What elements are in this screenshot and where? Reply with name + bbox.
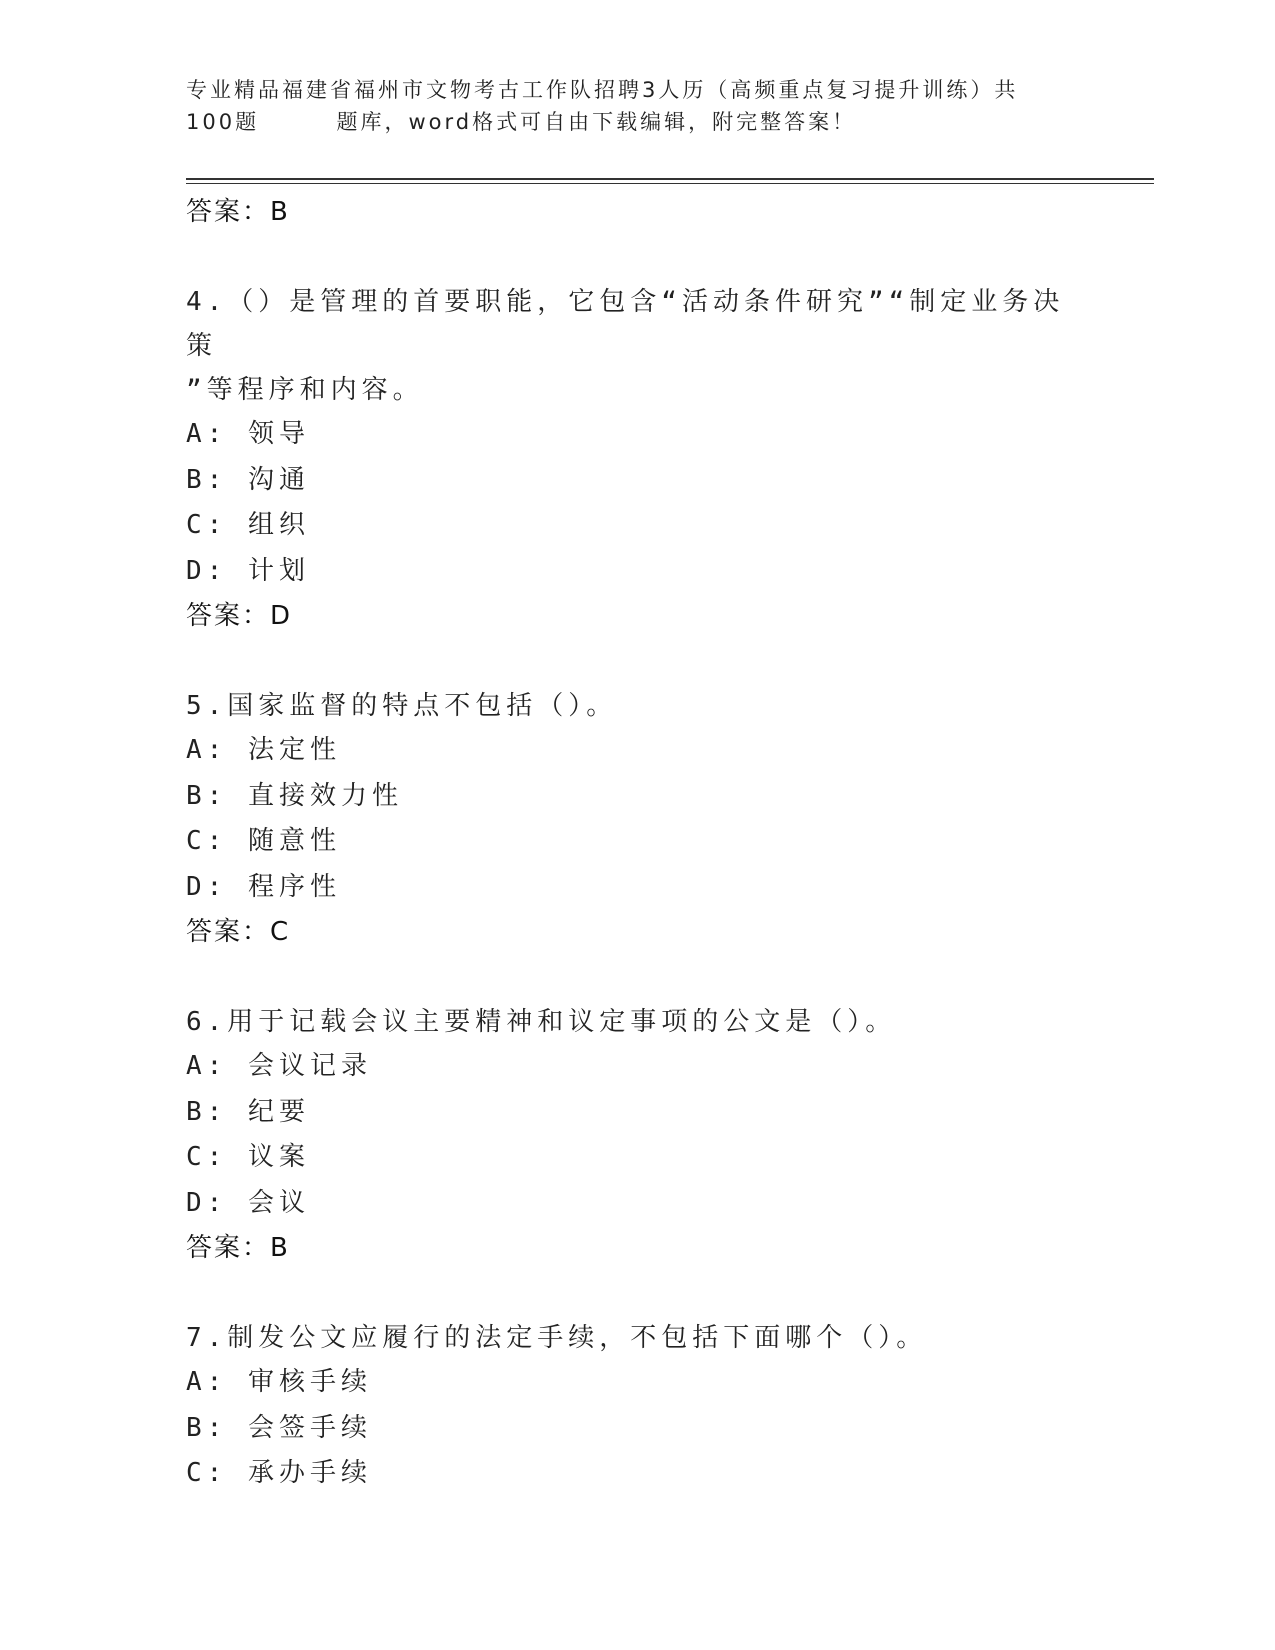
- question-stem: 7.制发公文应履行的法定手续，不包括下面哪个（）。: [186, 1323, 928, 1353]
- option-c: C: 承办手续: [186, 1458, 372, 1488]
- option-b: B: 沟通: [186, 464, 310, 495]
- question-stem: 5.国家监督的特点不包括（）。: [186, 691, 618, 721]
- question-list: [186, 190, 1066, 1497]
- option-b: B: 直接效力性: [186, 780, 403, 811]
- option-c: C: 随意性: [186, 826, 341, 856]
- question-6: [186, 1000, 1066, 1270]
- option-a: A: 审核手续: [186, 1367, 372, 1397]
- document-header: [186, 74, 1066, 138]
- header-divider-thin: [186, 183, 1154, 184]
- option-b: B: 纪要: [186, 1096, 310, 1127]
- option-d: D: 计划: [186, 555, 310, 586]
- question-5: [186, 684, 1066, 954]
- option-b: B: 会签手续: [186, 1412, 372, 1443]
- spacer: [186, 638, 1066, 684]
- spacer: [186, 954, 1066, 1000]
- option-a: A: 法定性: [186, 735, 341, 765]
- header-title-line-1: 专业精品福建省福州市文物考古工作队招聘3人历（高频重点复习提升训练）共: [186, 78, 1019, 102]
- question-stem-continued: ”等程序和内容。: [186, 375, 424, 405]
- answer-line: 答案：B: [186, 1233, 290, 1263]
- answer-line: 答案：B: [186, 197, 290, 227]
- answer-line: 答案：D: [186, 601, 293, 631]
- spacer: [186, 234, 1066, 280]
- option-c: C: 议案: [186, 1142, 310, 1172]
- spacer: [186, 1270, 1066, 1316]
- question-stem: 4.（）是管理的首要职能，它包含“活动条件研究”“制定业务决策: [186, 287, 1065, 361]
- answer-line: 答案：C: [186, 917, 291, 947]
- option-a: A: 会议记录: [186, 1051, 372, 1081]
- question-7: [186, 1316, 1066, 1497]
- option-d: D: 程序性: [186, 871, 341, 902]
- option-a: A: 领导: [186, 419, 310, 449]
- option-d: D: 会议: [186, 1187, 310, 1218]
- header-divider: [186, 178, 1154, 180]
- header-title-line-2: 100题 题库，word格式可自由下载编辑，附完整答案！: [186, 110, 857, 134]
- question-4: [186, 280, 1066, 638]
- option-c: C: 组织: [186, 510, 310, 540]
- question-stem: 6.用于记载会议主要精神和议定事项的公文是（）。: [186, 1007, 897, 1037]
